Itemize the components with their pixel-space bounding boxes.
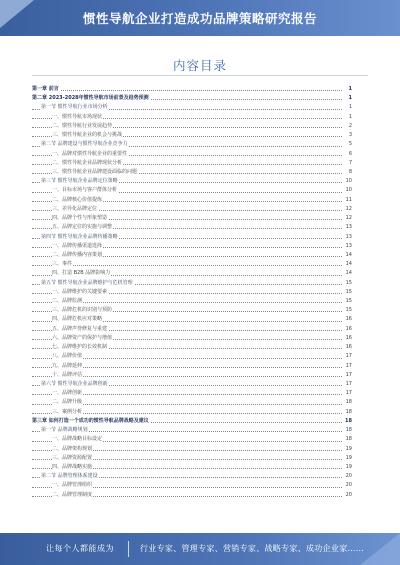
toc-entry-title: 一、目标市场与客户群体分析 [52, 187, 118, 194]
toc-entry-title: 三、品牌资源配置 [52, 454, 93, 461]
toc-entry-title: 第六节 惯性导航企业品牌创新 [41, 381, 108, 387]
toc-entry-title: 八、品牌价值 [52, 353, 83, 360]
toc-entry-page: 20 [345, 481, 352, 490]
toc-entry-title: 第三章 如何打造一个成功的惯性导航品牌战略及建议 [32, 417, 149, 424]
toc-entry-title: 五、品牌定位的实施与调整 [52, 224, 113, 231]
toc-entry-title: 三、案例分析 [52, 408, 83, 415]
toc-entry-page: 18 [344, 417, 352, 426]
toc-entry-page: 17 [345, 371, 352, 380]
toc-entry-title: 五、品牌声誉修复与重建 [52, 325, 108, 332]
toc-leader-dots [32, 90, 342, 91]
toc-entry-page: 3 [348, 131, 352, 140]
toc-entry-page: 12 [345, 205, 352, 214]
toc-entry-title: 二、惯性导航企业品牌现状分析 [52, 159, 123, 166]
toc-entry-page: 16 [345, 343, 352, 352]
report-header [0, 0, 400, 36]
toc-entry-title: 第五节 惯性导航企业品牌维护与危机管理 [41, 279, 133, 286]
toc-entry-page: 14 [345, 251, 352, 260]
toc-entry-title: 第四节 惯性导航企业品牌传播策略 [41, 233, 118, 240]
toc-entry[interactable] [32, 122, 352, 131]
toc-entry-page: 18 [345, 435, 352, 444]
toc-entry-title: 一、品牌创新 [52, 390, 83, 397]
footer-divider [128, 541, 129, 557]
toc-entry[interactable] [32, 463, 352, 472]
table-of-contents [32, 85, 352, 500]
toc-entry-page: 10 [345, 186, 352, 195]
toc-entry-page: 17 [345, 389, 352, 398]
toc-entry[interactable] [32, 159, 352, 168]
toc-entry[interactable] [32, 389, 352, 398]
toc-entry-title: 十、品牌评估 [52, 371, 83, 378]
toc-entry[interactable] [32, 325, 352, 334]
toc-entry[interactable] [32, 491, 352, 500]
toc-entry-page: 2 [348, 122, 352, 131]
toc-entry-title: 二、惯性导航行业发展趋势 [52, 122, 113, 129]
toc-leader-dots [32, 265, 342, 266]
footer-slogan-right: 行业专家、管理专家、营销专家、战略专家、成功企业家…… [140, 544, 365, 553]
toc-entry[interactable] [32, 408, 352, 417]
toc-entry-page: 17 [345, 380, 352, 389]
toc-entry[interactable] [32, 334, 352, 343]
toc-entry-title: 第三节 惯性导航企业品牌定位策略 [41, 178, 118, 185]
toc-entry-page: 13 [345, 233, 352, 242]
toc-entry-page: 17 [345, 362, 352, 371]
toc-entry[interactable] [32, 315, 352, 324]
toc-entry[interactable] [32, 417, 352, 426]
toc-entry-title: 七、品牌维护的长效机制 [52, 344, 108, 351]
toc-entry-page: 19 [345, 445, 352, 454]
toc-entry-page: 13 [345, 242, 352, 251]
toc-entry[interactable] [32, 150, 352, 159]
toc-entry-page: 14 [345, 269, 352, 278]
toc-entry-title: 第二章 2023-2028年惯性导航市场前景及趋势预测 [32, 95, 149, 102]
toc-heading: 内容目录 [172, 58, 227, 73]
toc-entry-page: 16 [345, 325, 352, 334]
toc-entry-title: 二、品牌架构规划 [52, 445, 93, 452]
toc-entry-page: 12 [345, 214, 352, 223]
toc-entry-page: 18 [345, 408, 352, 417]
toc-entry[interactable] [32, 306, 352, 315]
toc-entry[interactable] [32, 260, 352, 269]
toc-entry-page: 15 [345, 306, 352, 315]
toc-entry[interactable] [32, 371, 352, 380]
toc-entry-title: 四、打造 B2B 品牌影响力 [52, 270, 111, 277]
toc-entry-page: 5 [348, 140, 352, 149]
toc-entry-page: 20 [345, 472, 352, 481]
toc-entry-page: 14 [345, 260, 352, 269]
toc-entry-page: 18 [345, 398, 352, 407]
toc-entry-page: 1 [348, 85, 352, 94]
toc-entry[interactable] [32, 343, 352, 352]
toc-entry[interactable] [32, 472, 352, 481]
toc-entry[interactable] [32, 196, 352, 205]
toc-entry-page: 17 [345, 352, 352, 361]
toc-entry[interactable] [32, 352, 352, 361]
toc-entry[interactable] [32, 103, 352, 112]
toc-entry-page: 19 [345, 463, 352, 472]
toc-entry[interactable] [32, 223, 352, 232]
toc-entry[interactable] [32, 279, 352, 288]
toc-entry[interactable] [32, 288, 352, 297]
toc-entry-page: 19 [345, 454, 352, 463]
toc-entry-title: 四、品牌战略实施 [52, 463, 93, 470]
toc-entry[interactable] [32, 186, 352, 195]
report-title: 惯性导航企业打造成功品牌策略研究报告 [82, 11, 317, 26]
toc-entry[interactable] [32, 297, 352, 306]
toc-entry[interactable] [32, 94, 352, 103]
toc-entry-title: 二、品牌监测 [52, 298, 83, 305]
toc-entry[interactable] [32, 362, 352, 371]
toc-entry-title: 九、品牌延伸 [52, 362, 83, 369]
toc-entry-title: 二、品牌核心价值提炼 [52, 196, 103, 203]
toc-entry-title: 三、差异化品牌定位 [52, 205, 98, 212]
toc-entry-page: 16 [345, 334, 352, 343]
toc-entry[interactable] [32, 140, 352, 149]
toc-entry-page: 1 [348, 103, 352, 112]
toc-entry-title: 第一节 品牌战略规划 [41, 427, 88, 434]
toc-entry-page: 13 [345, 223, 352, 232]
toc-entry-title: 三、惯性导航企业的机会与挑战 [52, 132, 123, 139]
report-footer [0, 533, 400, 565]
toc-entry-title: 二、品牌管理制度 [52, 491, 93, 498]
toc-entry[interactable] [32, 435, 352, 444]
toc-entry-title: 一、品牌战略目标设定 [52, 436, 103, 443]
toc-entry-page: 15 [345, 279, 352, 288]
toc-entry-page: 7 [348, 159, 352, 168]
toc-entry-title: 第一章 前言 [32, 86, 59, 92]
toc-entry-page: 1 [348, 113, 352, 122]
toc-entry-page: 8 [348, 168, 352, 177]
toc-entry-page: 6 [348, 150, 352, 159]
toc-entry-title: 四、品牌个性与形象塑造 [52, 215, 108, 222]
toc-entry[interactable] [32, 168, 352, 177]
toc-entry[interactable] [32, 205, 352, 214]
toc-entry-page: 18 [345, 426, 352, 435]
toc-entry[interactable] [32, 242, 352, 251]
toc-entry-page: 1 [348, 94, 352, 103]
toc-entry[interactable] [32, 214, 352, 223]
toc-entry-title: 一、惯性导航市场现状 [52, 113, 103, 120]
footer-slogan-left: 让每个人都能成为 [46, 544, 114, 553]
toc-entry-page: 10 [345, 177, 352, 186]
toc-entry-title: 六、品牌资产的保护与增值 [52, 334, 113, 341]
toc-entry[interactable] [32, 445, 352, 454]
toc-entry[interactable] [32, 131, 352, 140]
toc-entry-title: 一、品牌传播渠道选择 [52, 242, 103, 249]
toc-entry-title: 二、品牌传播内容策划 [52, 251, 103, 258]
toc-entry-title: 四、品牌危机应对策略 [52, 316, 103, 323]
toc-entry-title: 一、品牌对惯性导航企业的重要性 [52, 150, 128, 157]
toc-entry-page: 20 [345, 491, 352, 500]
toc-entry[interactable] [32, 398, 352, 407]
toc-entry[interactable] [32, 454, 352, 463]
footer-corner-decoration [360, 533, 400, 565]
toc-entry[interactable] [32, 481, 352, 490]
toc-entry-title: 三、惯性导航企业品牌建设面临的问题 [52, 168, 138, 175]
toc-entry[interactable] [32, 85, 352, 94]
toc-entry-title: 第一节 惯性导航行业市场分析 [41, 104, 108, 111]
toc-entry-title: 第二节 品牌建设与惯性导航企业竞争力 [41, 141, 128, 148]
toc-entry-title: 三、品牌危机的识别与预防 [52, 307, 113, 314]
toc-entry-title: 一、品牌维护的关键要素 [52, 288, 108, 295]
toc-entry-page: 15 [345, 288, 352, 297]
toc-entry-title: 三、事件 [52, 261, 73, 268]
toc-entry[interactable] [32, 426, 352, 435]
toc-entry[interactable] [32, 177, 352, 186]
toc-entry[interactable] [32, 380, 352, 389]
toc-entry[interactable] [32, 251, 352, 260]
toc-heading-divider [32, 75, 368, 76]
toc-entry[interactable] [32, 233, 352, 242]
toc-entry-title: 二、品牌升级 [52, 399, 83, 406]
toc-entry-page: 11 [345, 196, 352, 205]
toc-entry-page: 15 [345, 297, 352, 306]
toc-entry[interactable] [32, 113, 352, 122]
toc-entry-title: 一、品牌管理组织 [52, 482, 93, 489]
toc-entry-page: 16 [345, 315, 352, 324]
toc-entry[interactable] [32, 269, 352, 278]
toc-entry-title: 第二节 品牌管理体系建设 [41, 473, 98, 480]
